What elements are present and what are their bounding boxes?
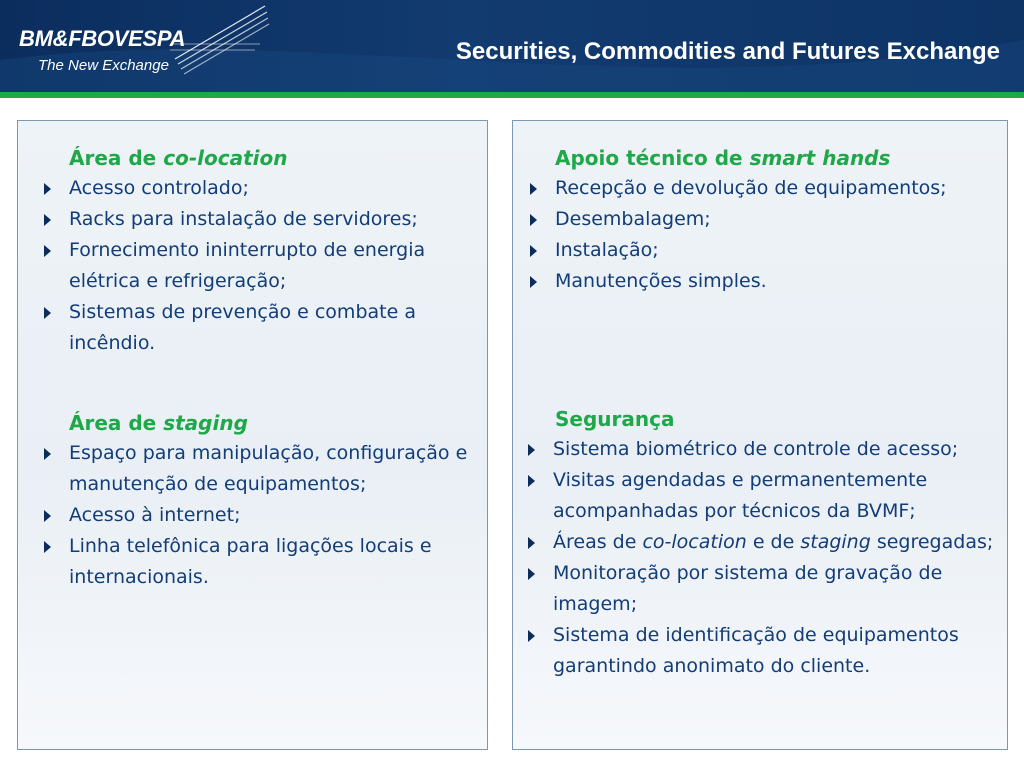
bullet-arrow-icon [528, 630, 535, 642]
list-item [526, 558, 1004, 620]
logo-wordmark: BM&FBOVESPA [19, 26, 186, 51]
bullet-arrow-icon [530, 183, 537, 195]
smart-hands-title-em: smart hands [749, 146, 891, 170]
list-item-em: staging [800, 531, 871, 553]
list-item-text: Monitoração por sistema de gravação de imagem; [553, 562, 943, 615]
bullet-arrow-icon [44, 307, 51, 319]
smart-hands-title [528, 143, 1004, 173]
bullet-arrow-icon [528, 568, 535, 580]
list-item [528, 235, 1004, 266]
list-item-em: co-location [642, 531, 747, 553]
list-item [42, 500, 482, 531]
smart-hands-title-prefix: Apoio técnico de [555, 146, 750, 170]
security-title: Segurança [555, 407, 675, 431]
bullet-arrow-icon [528, 475, 535, 487]
security-list [526, 434, 1004, 682]
bullet-arrow-icon [44, 183, 51, 195]
list-item-text: Sistema de identificação de equipamentos garantindo anonimato do cliente. [553, 624, 959, 677]
bullet-arrow-icon [44, 541, 51, 553]
list-item-text: Fornecimento ininterrupto de energia elétrica e refrigeração; [69, 239, 426, 292]
smart-hands-section [528, 143, 1004, 297]
bullet-arrow-icon [528, 444, 535, 456]
list-item-text: Acesso à internet; [69, 504, 241, 526]
list-item [528, 173, 1004, 204]
list-item [42, 531, 482, 593]
list-item [42, 204, 482, 235]
list-item [526, 434, 1004, 465]
staging-list [42, 438, 482, 593]
right-panel [512, 120, 1008, 750]
list-item [528, 266, 1004, 297]
staging-title [42, 408, 482, 438]
list-item-text: Instalação; [555, 239, 659, 261]
list-item-text: Linha telefônica para ligações locais e internacionais. [69, 535, 432, 588]
list-item-text: Desembalagem; [555, 208, 711, 230]
bullet-arrow-icon [530, 276, 537, 288]
list-item [42, 235, 482, 297]
logo-tagline: The New Exchange [38, 57, 169, 74]
list-item-text: segregadas; [870, 531, 994, 553]
list-item-text: Áreas de [553, 531, 643, 553]
bullet-arrow-icon [44, 448, 51, 460]
list-item [526, 465, 1004, 527]
list-item [42, 173, 482, 204]
bullet-arrow-icon [528, 537, 535, 549]
colocation-list [42, 173, 482, 359]
header-banner [0, 0, 1024, 92]
list-item-text: e de [746, 531, 801, 553]
bullet-arrow-icon [44, 510, 51, 522]
list-item-text: Visitas agendadas e permanentemente acompanhadas por técnicos da BVMF; [553, 469, 928, 522]
list-item [526, 527, 1004, 558]
list-item [42, 438, 482, 500]
list-item-text: Espaço para manipulação, configuração e manutenção de equipamentos; [69, 442, 468, 495]
staging-section [42, 408, 482, 593]
list-item [526, 620, 1004, 682]
list-item [42, 297, 482, 359]
list-item-text: Racks para instalação de servidores; [69, 208, 418, 230]
list-item-text: Sistemas de prevenção e combate a incêndio. [69, 301, 416, 354]
page-title: Securities, Commodities and Futures Exchange [455, 38, 1000, 65]
list-item-text: Manutenções simples. [555, 270, 767, 292]
colocation-title-prefix: Área de [69, 146, 164, 170]
staging-title-em: staging [163, 411, 248, 435]
bullet-arrow-icon [530, 214, 537, 226]
smart-hands-list [528, 173, 1004, 297]
header-accent-bar [0, 92, 1024, 98]
list-item-text: Recepção e devolução de equipamentos; [555, 177, 947, 199]
colocation-title-em: co-location [163, 146, 288, 170]
bullet-arrow-icon [44, 245, 51, 257]
staging-title-prefix: Área de [69, 411, 164, 435]
bullet-arrow-icon [44, 214, 51, 226]
colocation-section [42, 143, 482, 359]
list-item-text: Acesso controlado; [69, 177, 249, 199]
list-item-text: Sistema biométrico de controle de acesso; [553, 438, 959, 460]
bullet-arrow-icon [530, 245, 537, 257]
colocation-title [42, 143, 482, 173]
left-panel [17, 120, 488, 750]
security-section [526, 404, 1004, 682]
list-item [528, 204, 1004, 235]
